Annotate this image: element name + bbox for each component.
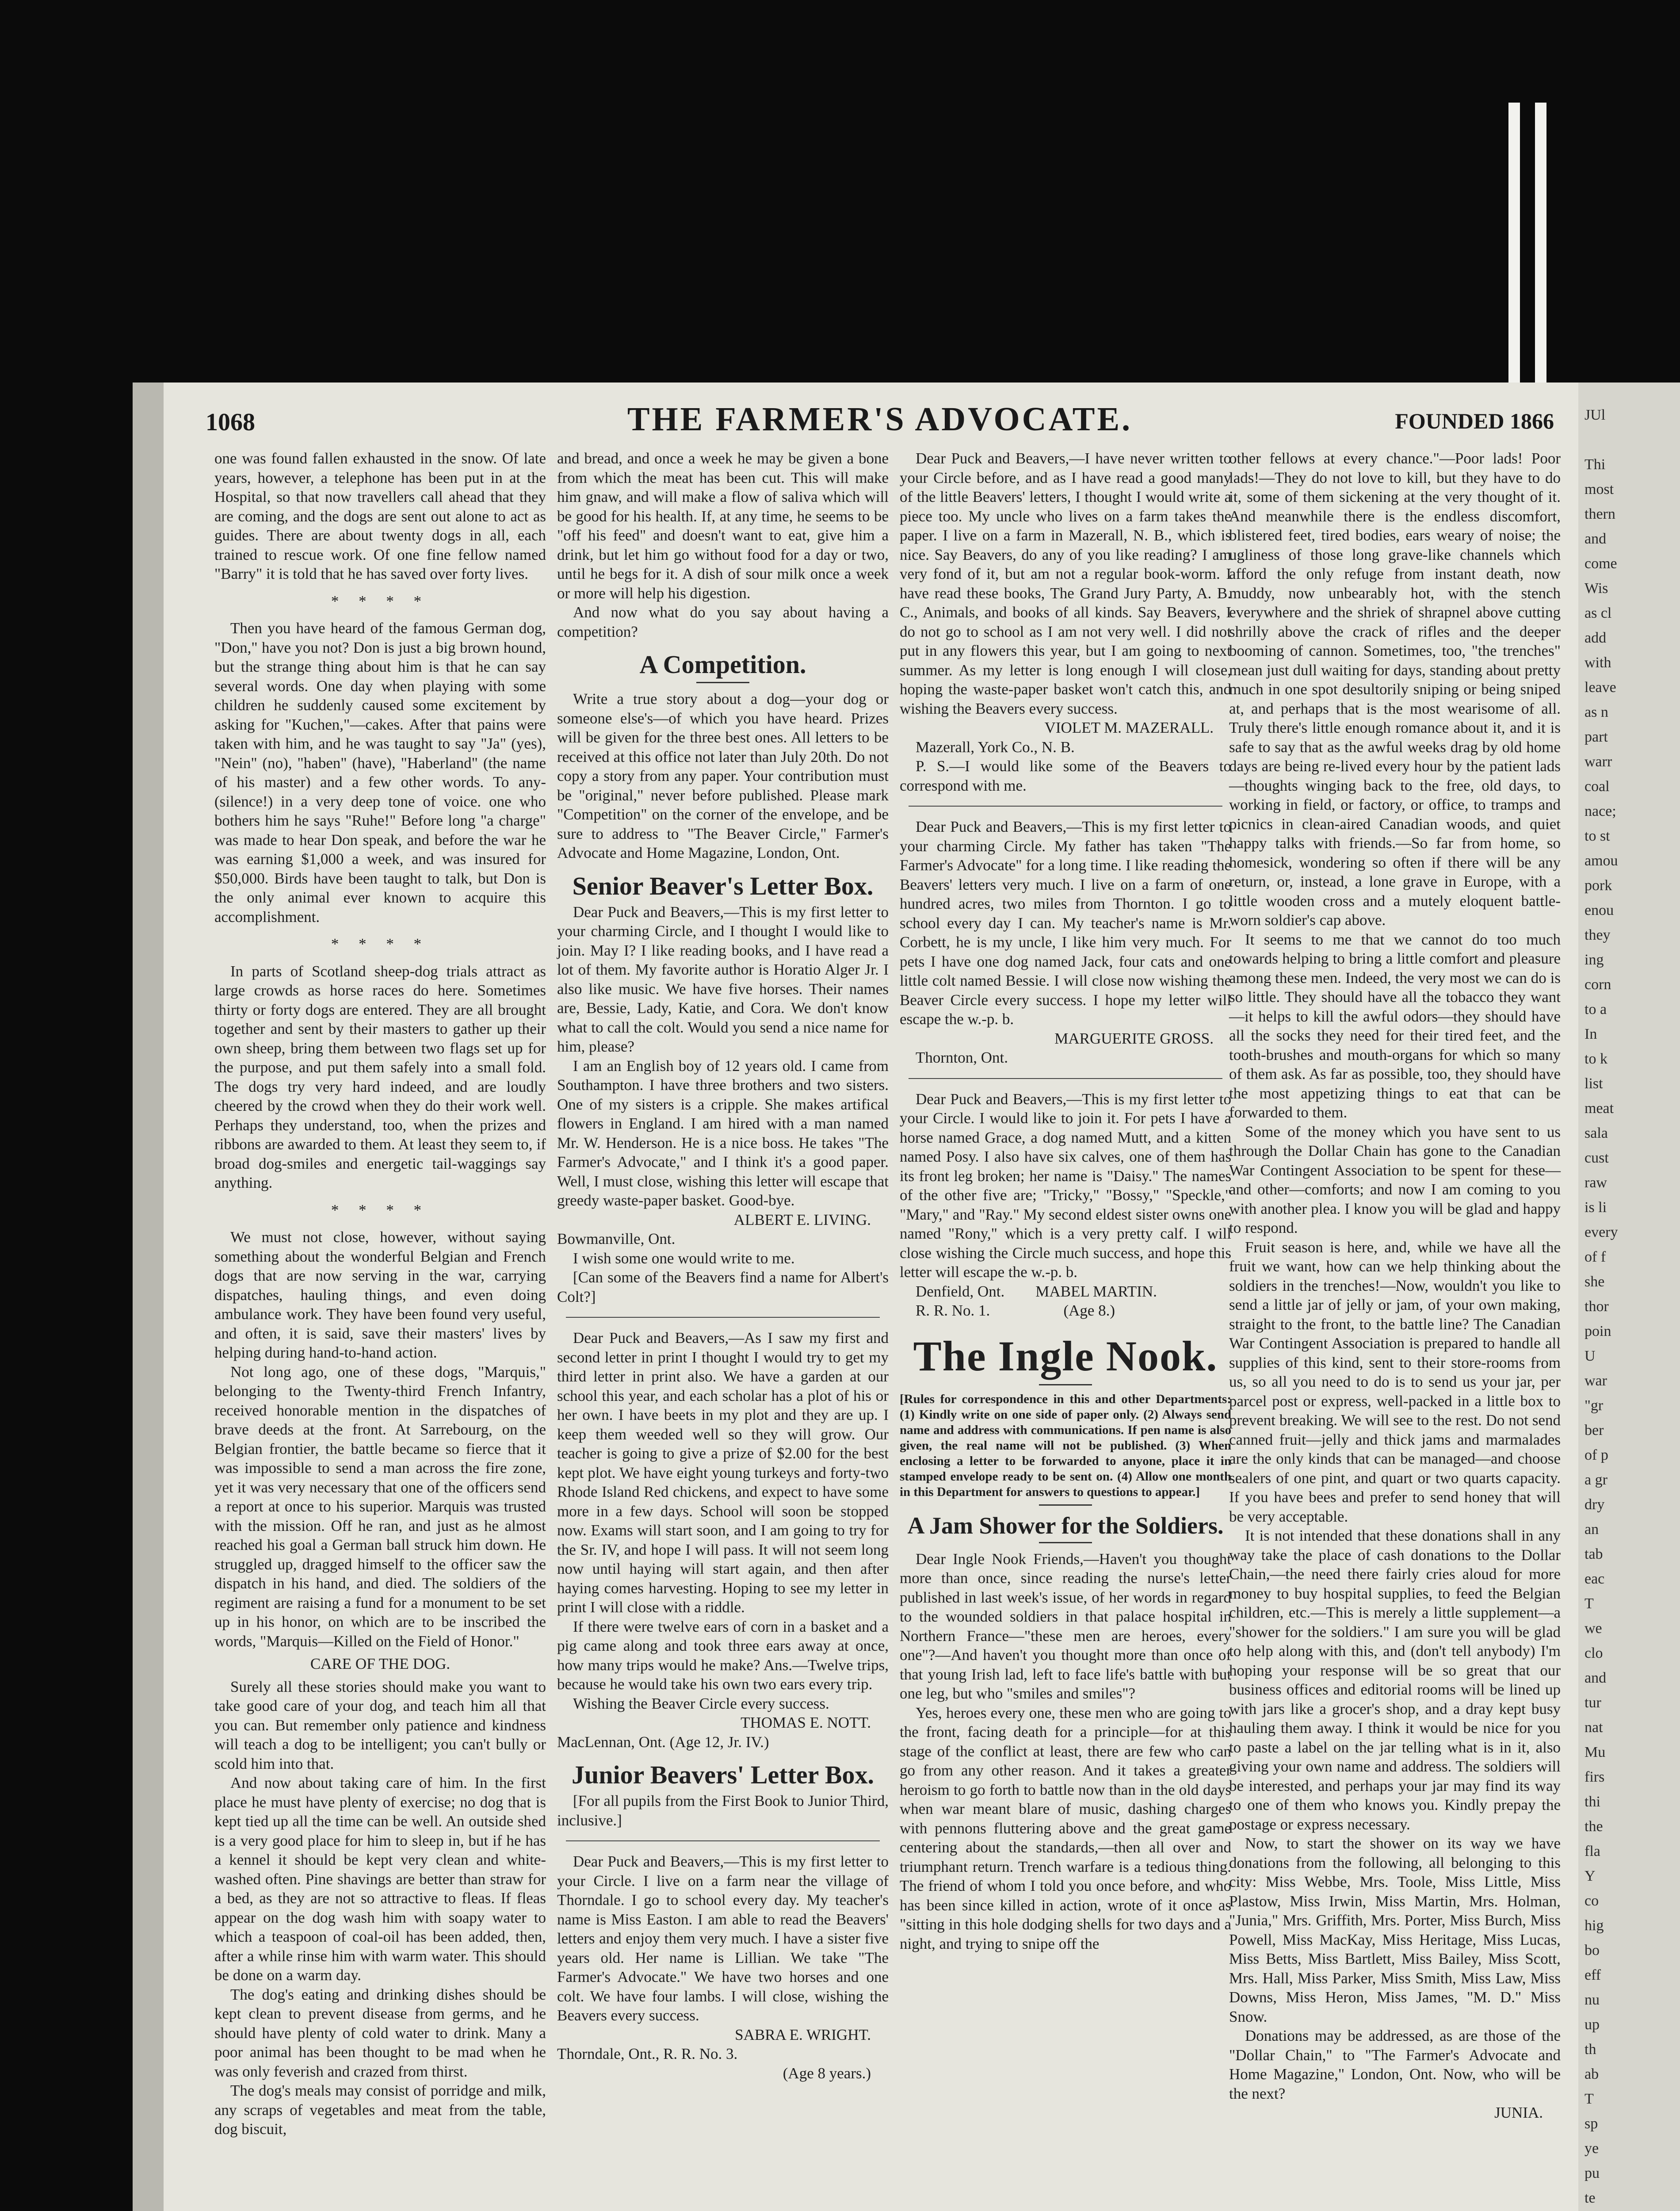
paragraph: It seems to me that we cannot do too much towards helping to bring a little comfort and pleasure among these men. Indeed, the very most we can do is so little. They should have all the tobacco they want—it helps to kill the awful odors—they should have all the socks they need for their tired feet, and the tooth-brushes and mouth-organs for which so many of them ask. As far as possible, too, they should have the most appetizing things to eat that can be forwarded to them. bbox=[1229, 930, 1561, 1121]
paragraph: It is not intended that these donations shall in any way take the place of cash donations to the Dollar Chain,—the need there fairly cries aloud for more money to buy hospital supplies, to feed the Belgian children, etc.—This is merely a little supplement—a "shower for the soldiers." I am sure you will be glad to help along with this, and (don't tell anybody) I'm hoping your response will be so great that our business offices and editorial rooms will be lined up with jars like a grocer's shop, and a dray kept busy hauling them away. I think it would be nice for you to paste a label on the jar telling what is in it, also giving your own name and address. The soldiers will be interested, and perhaps your jar may find its way to one of them who knows you. Kindly prepay the postage or express necessary. bbox=[1229, 1527, 1561, 1833]
letter-paragraph: If there were twelve ears of corn in a basket and a pig came along and took three ears away at once, how many trips would he make? Ans.—Twelve trips, because he would take his own two ears every trip. bbox=[557, 1618, 889, 1693]
facing-page-text-fragment: they bbox=[1585, 927, 1611, 943]
founded-line: FOUNDED 1866 bbox=[1395, 409, 1554, 433]
facing-page-text-fragment: eac bbox=[1585, 1571, 1605, 1587]
facing-page-text-fragment: coal bbox=[1585, 778, 1610, 795]
facing-page-text-fragment: list bbox=[1585, 1075, 1603, 1092]
paragraph: Not long ago, one of these dogs, "Marquis," belonging to the Twenty-third French Infantry, received honorable mention in the dispatches of brave deeds at the front. At Sarrebourg, on the Belgian frontier, the battle became so fierce that it was impossible to send a man across the fire zone, yet it was very necessary that one of the officers send a report at once to his superior. Marquis was trusted with the mission. Off he ran, and just as he almost reached his goal a German ball struck him down. He struggled up, dragged himself to the officer saw the dispatch in his hand, and died. The soldiers of the regiment are raising a fund for a monument to be set up in his honor, on which are to be inscribed the words, "Marquis—Killed on the Field of Honor." bbox=[214, 1363, 546, 1650]
facing-page-text-fragment: ing bbox=[1585, 952, 1604, 968]
correspondence-rules: [Rules for correspondence in this and other Departments: (1) Kindly write on one side of paper only. (2) Always send name and address with communications. If pen name is also given, the real name will not be published. (3) When enclosing a letter to be forwarded to anyone, place it in stamped envelope ready to be sent on. (4) Allow one month in this Department for answers to questions to appear.] bbox=[900, 1392, 1231, 1499]
section-divider-stars: * * * * bbox=[331, 1201, 430, 1219]
letter-paragraph: Dear Puck and Beavers,—This is my first letter to your Circle. I would like to join it. For pets I have a horse named Grace, a dog named Mutt, and a kitten named Posy. I also have six calves, one of them has its front leg broken; her name is "Daisy." The names of the other five are; "Tricky," "Bossy," "Speckle," "Mary," and "Ray." My second eldest sister owns one named "Rony," which is a very pretty calf. I will close wishing the Circle much success, and hope this letter will escape the w.-p. b. bbox=[900, 1090, 1231, 1281]
heading-rule bbox=[1039, 1542, 1092, 1543]
heading-the-ingle-nook: The Ingle Nook. bbox=[913, 1332, 1218, 1380]
paragraph: Write a true story about a dog—your dog or someone else's—of which you have heard. Prizes will be given for the three best ones. All letters to be received at this office not later than July 20th. Do not copy a story from any paper. Your contribution must be "original," never before published. Please mark "Competition" on the corner of the envelope, and be sure to address to "The Beaver Circle," Farmer's Advocate and Home Magazine, London, Ont. bbox=[557, 690, 889, 861]
page-gutter-shadow bbox=[133, 383, 164, 2211]
facing-page-text-fragment: "gr bbox=[1585, 1397, 1604, 1414]
facing-page-text-fragment: th bbox=[1585, 2041, 1596, 2058]
facing-page-text-fragment: to a bbox=[1585, 1001, 1607, 1018]
facing-page-text-fragment: and bbox=[1585, 1670, 1607, 1686]
facing-page-text-fragment: Wis bbox=[1585, 580, 1608, 597]
film-edge-mark-top-1 bbox=[1508, 103, 1520, 394]
facing-page-text-fragment: hig bbox=[1585, 1917, 1604, 1934]
facing-page-text-fragment: raw bbox=[1585, 1174, 1607, 1191]
facing-page-text-fragment: ab bbox=[1585, 2066, 1599, 2082]
facing-page-text-fragment: clo bbox=[1585, 1645, 1603, 1661]
paragraph: one was found fallen exhausted in the snow. Of late years, however, a telephone has been put in at the Hospital, so that now travellers call ahead that they are coming, and the dogs are sent out alone to act as guides. There are about twenty dogs in all, each trained to rescue work. Of one fine fellow named "Barry" it is told that he has saved over forty lives. bbox=[214, 450, 546, 582]
facing-page-text-fragment: tur bbox=[1585, 1695, 1601, 1711]
heading-senior-beavers-letter-box: Senior Beaver's Letter Box. bbox=[572, 871, 874, 900]
facing-page-text-fragment: pu bbox=[1585, 2165, 1600, 2181]
paragraph: Fruit season is here, and, while we have all the fruit we want, how can we help thinking about the soldiers in the trenches!—Now, wouldn't you like to send a little jar of jelly or jam, of your own making, straight to the front, to the battle line? The Canadian War Contingent Association is prepared to handle all supplies of this kind, sent to their store-rooms from us, so all you need to do is to send us your jar, per parcel post or express, well-packed in a little box to prevent breaking. We will see to the rest. Do not send canned fruit—jelly and thick jams and marmalades are the only kinds that can be managed—and choose sealers of one pint, and quart or two quarts capacity. If you have bees and prefer to send honey that will be very acceptable. bbox=[1229, 1238, 1561, 1525]
letter-divider bbox=[909, 806, 1222, 807]
facing-page-edge bbox=[1578, 383, 1680, 2211]
film-edge-mark-top-2 bbox=[1535, 103, 1546, 394]
facing-page-text-fragment: up bbox=[1585, 2016, 1600, 2033]
letter-divider bbox=[909, 1078, 1222, 1079]
letter-signature: ALBERT E. LIVING. bbox=[733, 1211, 871, 1228]
column-3 bbox=[900, 449, 1231, 1953]
paragraph: Then you have heard of the famous German dog, "Don," have you not? Don is just a big brown hound, but the strange thing about him is that he can say several words. One day when playing with some children he suddenly caused some excitement by asking for "Kuchen,"—cakes. After that pains were taken with him, and he was taught to say "Ja" (yes), "Nein" (no), "haben" (have), "Haberland" (the name of his master) and a few other words. To any-(silence!) in a very deep tone of voice. one who bothers him he says "Ruhe!" Before long "a charge" was made to hear Don speak, and before the war he was earning $1,000 a week, and was insured for $50,000. Birds have been taught to talk, but Don is the only animal ever known to acquire this accomplishment. bbox=[214, 620, 546, 926]
facing-page-text-fragment: nu bbox=[1585, 1992, 1600, 2008]
column-signature: JUNIA. bbox=[1494, 2104, 1543, 2121]
facing-page-text-fragment: cust bbox=[1585, 1150, 1609, 1166]
facing-page-text-fragment: Thi bbox=[1585, 456, 1606, 473]
letter-divider bbox=[566, 1840, 880, 1841]
facing-page-text-fragment: co bbox=[1585, 1893, 1599, 1909]
facing-page-text-fragment: pork bbox=[1585, 877, 1612, 894]
paragraph: And now about taking care of him. In the first place he must have plenty of exercise; no dog that is kept tied up all the time can be well. An outside shed is a very good place for him to sleep in, but if he has a kennel it should be kept very clean and white-washed often. Pine shavings are better than straw for a bed, as they are not so attractive to fleas. If fleas appear on the dog wash him with soapy water to which a teaspoon of coal-oil has been added, then, after a while rinse him with warm water. This should be done on a warm day. bbox=[214, 1774, 546, 1984]
facing-page-text-fragment: of f bbox=[1585, 1249, 1606, 1265]
facing-page-text-fragment: sala bbox=[1585, 1125, 1608, 1141]
section-divider-stars: * * * * bbox=[331, 935, 430, 952]
letter-location: Thornton, Ont. bbox=[916, 1049, 1008, 1066]
facing-page-text-fragment: fla bbox=[1585, 1843, 1600, 1859]
letter-paragraph: Dear Puck and Beavers,—I have never written to your Circle before, and as I have read a good many of the little Beavers' letters, I thought I would write a piece too. My uncle who lives on a farm takes the paper. I live on a farm in Mazerall, N. B., which is nice. Say Beavers, do any of you like reading? I am very fond of it, but am not a regular book-worm. I have read these books, The Grand Jury Party, A. B. C., Animals, and books of all kinds. Say Beavers, I do not go to school as I am not very well. I did not put in any flowers this year, but I am going to next summer. As my letter is long enough I will close, hoping the waste-paper basket won't catch this, and wishing the Beavers every success. bbox=[900, 450, 1231, 717]
letter-signature-line: R. R. No. 1. (Age 8.) bbox=[916, 1302, 1115, 1319]
facing-page-text-fragment: nace; bbox=[1585, 803, 1616, 819]
facing-page-text-fragment: Mu bbox=[1585, 1744, 1606, 1760]
facing-page-text-fragment: meat bbox=[1585, 1100, 1614, 1117]
heading-junior-beavers-letter-box: Junior Beavers' Letter Box. bbox=[571, 1760, 874, 1789]
letter-location: Mazerall, York Co., N. B. bbox=[916, 738, 1075, 756]
facing-page-text-fragment: amou bbox=[1585, 853, 1618, 869]
letter-signature: VIOLET M. MAZERALL. bbox=[1044, 719, 1214, 736]
letter-signature: MARGUERITE GROSS. bbox=[1054, 1029, 1214, 1047]
facing-page-text-fragment: eff bbox=[1585, 1967, 1601, 1983]
heading-rule bbox=[696, 682, 749, 683]
paragraph: Some of the money which you have sent to us through the Dollar Chain has gone to the Canadian War Contingent Association to be spent for these—and other—comforts; and now I am coming to you with another plea. I know you will be glad and happy to respond. bbox=[1229, 1123, 1561, 1236]
facing-page-text-fragment: Y bbox=[1585, 1868, 1596, 1884]
paragraph: Surely all these stories should make you want to take good care of your dog, and teach him all that you can. But remember only patience and kindness will teach a dog to be intelligent; you can't bully or scold him into that. bbox=[214, 1678, 546, 1772]
column-4 bbox=[1229, 449, 1561, 2123]
paragraph: and bread, and once a week he may be given a bone from which the meat has been cut. This will make him gnaw, and will make a flow of saliva which will be good for his health. If, at any time, he seems to be "off his feed" and doesn't want to eat, give him a drink, but let him go without food for a day or two, until he begs for it. A dish of sour milk once a week or more will help his digestion. bbox=[557, 450, 889, 602]
letter-paragraph: Dear Puck and Beavers,—This is my first letter to your Circle. I live on a farm near the village of Thorndale. I go to school every day. My teacher's name is Miss Easton. I am able to read the Beavers' letters and enjoy them very much. I have a sister five years old. Her name is Lillian. We take "The Farmer's Advocate." We have two horses and one colt. We have four lambs. I will close, wishing the Beavers every success. bbox=[557, 1853, 889, 2024]
facing-page-text-fragment: with bbox=[1585, 654, 1611, 671]
letter-location: MacLennan, Ont. (Age 12, Jr. IV.) bbox=[557, 1733, 769, 1751]
letter-paragraph: Wishing the Beaver Circle every success. bbox=[573, 1695, 829, 1712]
facing-page-text-fragment: an bbox=[1585, 1521, 1599, 1538]
facing-page-text-fragment: a gr bbox=[1585, 1472, 1607, 1488]
letter-divider bbox=[566, 1317, 880, 1318]
paragraph: Now, to start the shower on its way we have donations from the following, all belonging to this city: Miss Webbe, Mrs. Toole, Miss Little, Miss Plastow, Miss Irwin, Miss Martin, Mrs. Holman, "Junia," Mrs. Griffith, Mrs. Porter, Miss Burch, Miss Powell, Miss MacKay, Miss Heritage, Miss Lucas, Miss Betts, Miss Bartlett, Miss Bailey, Miss Scott, Mrs. Hall, Miss Parker, Miss Smith, Miss Law, Miss Downs, Miss Heron, Miss James, "M. D." Miss Snow. bbox=[1229, 1835, 1561, 2025]
letter-paragraph: I am an English boy of 12 years old. I came from Southampton. I have three brothers and two sisters. One of my sisters is a cripple. She makes artifical flowers in England. I am hired with a man named Mr. W. Henderson. He is a nice boss. He takes "The Farmer's Advocate," and I think it's a good paper. Well, I must close, wishing this letter will escape that greedy waste-paper basket. Good-bye. bbox=[557, 1057, 889, 1209]
heading-rule bbox=[1039, 1384, 1092, 1385]
facing-page-text-fragment: thi bbox=[1585, 1794, 1600, 1810]
facing-page-text-fragment: every bbox=[1585, 1224, 1618, 1240]
heading-jam-shower: A Jam Shower for the Soldiers. bbox=[907, 1512, 1224, 1539]
facing-page-text-fragment: warr bbox=[1585, 754, 1612, 770]
paragraph: We must not close, however, without saying something about the wonderful Belgian and French dogs that are now serving in the war, carrying dispatches, hauling things, and even doing ambulance work. They have been found very useful, and often, it is said, save their masters' lives by helping during hand-to-hand action. bbox=[214, 1228, 546, 1361]
facing-page-text-fragment: U bbox=[1585, 1348, 1596, 1364]
facing-page-text-fragment: tab bbox=[1585, 1546, 1603, 1562]
facing-page-text-fragment: we bbox=[1585, 1620, 1602, 1637]
letter-paragraph: Dear Puck and Beavers,—This is my first letter to your charming Circle, and I thought I would like to join. May I? I like reading books, and I have read a lot of them. My favorite author is Horatio Alger Jr. I also like music. We have five horses. Their names are, Bessie, Lady, Katie, and Cora. We don't know what to call the colt. Would you send a nice name for him, please? bbox=[557, 903, 889, 1055]
letter-paragraph: Dear Puck and Beavers,—As I saw my first and second letter in print I thought I would try to get my third letter in print also. We have a garden at our school this year, and each scholar has a plot of his or her own. I have beets in my plot and they are up. I keep them weeded well so they will grow. Our teacher is going to give a prize of $2.00 for the best kept plot. We have eight young turkeys and forty-two Rhode Island Red chickens, and expect to have some more in a few days. School will soon be stopped now. Exams will start soon, and I am going to try for the Sr. IV, and hope I will pass. It will not seem long now until haying will start again, and then after haying comes harvesting. Hoping to see my letter in print I will close with a riddle. bbox=[557, 1329, 889, 1616]
letter-signature: SABRA E. WRIGHT. bbox=[735, 2026, 871, 2043]
letter-signature-line: Denfield, Ont. MABEL MARTIN. bbox=[916, 1282, 1157, 1300]
facing-page-text-fragment: nat bbox=[1585, 1719, 1603, 1736]
facing-page-text-fragment: and bbox=[1585, 531, 1607, 547]
facing-page-text-fragment: to k bbox=[1585, 1051, 1607, 1067]
facing-page-text-fragment: bo bbox=[1585, 1942, 1600, 1959]
heading-rule bbox=[1039, 1504, 1092, 1506]
masthead: THE FARMER'S ADVOCATE. bbox=[627, 401, 1133, 438]
column-2 bbox=[557, 449, 889, 2083]
letter-signature: THOMAS E. NOTT. bbox=[741, 1714, 871, 1731]
facing-page-text-fragment: JUl bbox=[1585, 407, 1606, 423]
facing-page-text-fragment: to st bbox=[1585, 828, 1610, 844]
facing-page-text-fragment: T bbox=[1585, 1595, 1594, 1612]
facing-page-text-fragment: thern bbox=[1585, 506, 1615, 522]
facing-page-text-fragment: of p bbox=[1585, 1447, 1608, 1463]
facing-page-text-fragment: firs bbox=[1585, 1769, 1605, 1785]
editor-note: [Can some of the Beavers find a name for Albert's Colt?] bbox=[557, 1269, 889, 1305]
paragraph: Donations may be addressed, as are those of the "Dollar Chain," to "The Farmer's Advocate and Home Magazine," London, Ont. Now, who will be the next? bbox=[1229, 2027, 1561, 2102]
letter-location: Thorndale, Ont., R. R. No. 3. bbox=[557, 2045, 738, 2062]
paragraph: The dog's eating and drinking dishes should be kept clean to prevent disease from germs, and he should have plenty of cold water to drink. Many a poor animal has been thought to be mad when he was only feverish and crazed from thirst. bbox=[214, 1985, 546, 2080]
paragraph: The dog's meals may consist of porridge and milk, any scraps of vegetables and meat from the table, dog biscuit, bbox=[214, 2082, 546, 2138]
column-1 bbox=[214, 449, 546, 2139]
facing-page-text-fragment: add bbox=[1585, 630, 1607, 646]
facing-page-text-fragment: dry bbox=[1585, 1496, 1605, 1513]
facing-page-text-fragment: In bbox=[1585, 1026, 1597, 1042]
facing-page-text-fragment: ber bbox=[1585, 1422, 1604, 1438]
letter-paragraph: I wish some one would write to me. bbox=[573, 1249, 795, 1267]
heading-a-competition: A Competition. bbox=[639, 650, 806, 679]
facing-page-text-fragment: poin bbox=[1585, 1323, 1611, 1339]
facing-page-text-fragment: T bbox=[1585, 2091, 1594, 2107]
letter-location: Bowmanville, Ont. bbox=[557, 1230, 676, 1247]
facing-page-text-fragment: is li bbox=[1585, 1199, 1607, 1216]
facing-page-text-fragment: te bbox=[1585, 2190, 1596, 2206]
letter-postscript: P. S.—I would like some of the Beavers to correspond with me. bbox=[900, 757, 1231, 794]
facing-page-text-fragment: most bbox=[1585, 481, 1614, 497]
paragraph: Dear Ingle Nook Friends,—Haven't you thought more than once, since reading the nurse's letter published in last week's issue, of her words in regard to the wounded soldiers in that palace hospital in Northern France—"these men are heroes, every one"?—And haven't you thought more than once of that young Irish lad, left to face life's battle with but one leg, but who "smiles and smiles"? bbox=[900, 1550, 1231, 1702]
section-note: [For all pupils from the First Book to Junior Third, inclusive.] bbox=[557, 1792, 889, 1829]
subheading-care-of-dog: CARE OF THE DOG. bbox=[310, 1655, 451, 1672]
section-divider-stars: * * * * bbox=[331, 592, 430, 610]
paragraph: Yes, heroes every one, these men who are going to the front, facing death for a principle—for at this stage of the conflict at least, there are few who can go from any other reason. And it takes a greater heroism to go forth to battle now than in the old days when war meant blare of music, dashing charges with pennons fluttering above and the great game centering about the standards,—then all over and triumphant return. Trench warfare is a tedious thing. The friend of whom I told you once before, and who has been since killed in action, wrote of it once as "sitting in this hole dodging shells for two days and a night, and trying to snipe off the bbox=[900, 1704, 1231, 1952]
facing-page-text-fragment: war bbox=[1585, 1373, 1607, 1389]
facing-page-text-fragment: leave bbox=[1585, 679, 1616, 696]
page-header bbox=[206, 400, 1554, 440]
paragraph: In parts of Scotland sheep-dog trials attract as large crowds as horse races do here. Sometimes thirty or forty dogs are entered. They are all brought together and sent by their masters to gather up their own sheep, bring them between two flags set up for the purpose, and put them safely into a small fold. The dogs try very hard indeed, and are loudly cheered by the crowd when they do their work well. Perhaps they understand, too, when the prizes and ribbons are awarded to them. At least they seem to, if broad dog-smiles and energetic tail-waggings say anything. bbox=[214, 962, 546, 1191]
facing-page-text-fragment: thor bbox=[1585, 1298, 1609, 1315]
paragraph: other fellows at every chance."—Poor lads! Poor lads!—They do not love to kill, but they have to do it, some of them sickening at the very thought of it. And meanwhile there is the endless discomfort, blistered feet, tired bodies, ears weary of noise; the ugliness of those long grave-like channels which afford the only refuge from instant death, now muddy, now unbearably hot, with the stench everywhere and the shriek of shrapnel above cutting shrilly above the crack of rifles and the deeper booming of cannon. Sometimes, too, "the trenches" mean just dull waiting for days, standing about pretty much in one spot desultorily sniping or being sniped at, and perhaps that is the most wearisome of all. Truly there's little enough romance about it, and it is safe to say that as the awful weeks drag by old home days are being re-lived every hour by the patient lads—thoughts winging back to the free, old days, to working in field, or factory, or office, to tramps and picnics in clean-aired Canadian woods, and quiet happy talks with friends.—So far from home, so homesick, wondering so often if there will be any return, or, instead, a lone grave in Europe, with a little wooden cross and a mutely eloquent battle-worn soldier's cap above. bbox=[1229, 450, 1561, 929]
facing-page-text-fragment: come bbox=[1585, 555, 1617, 572]
facing-page-text-fragment: enou bbox=[1585, 902, 1614, 918]
letter-age: (Age 8 years.) bbox=[783, 2064, 871, 2082]
facing-page-text-fragment: sp bbox=[1585, 2115, 1598, 2132]
facing-page-text-fragment: she bbox=[1585, 1274, 1605, 1290]
facing-page-text-fragment: as n bbox=[1585, 704, 1608, 720]
facing-page-text-fragment: corn bbox=[1585, 976, 1611, 993]
facing-page-text-fragment: part bbox=[1585, 729, 1608, 745]
page-number: 1068 bbox=[206, 409, 255, 436]
paragraph: And now what do you say about having a competition? bbox=[557, 604, 889, 640]
newspaper-page bbox=[133, 383, 1578, 2211]
facing-page-text-fragment: the bbox=[1585, 1818, 1603, 1835]
letter-paragraph: Dear Puck and Beavers,—This is my first letter to your charming Circle. My father has taken "The Farmer's Advocate" for a long time. I like reading the Beavers' letters very much. I live on a farm of one hundred acres, two miles from Thornton. I go to school every day I can. My teacher's name is Mr. Corbett, he is my uncle, I like him very much. For pets I have one dog named Jack, four cats and one little colt named Bessie. I will close now wishing the Beaver Circle every success. I hope my letter will escape the w.-p. b. bbox=[900, 818, 1231, 1028]
facing-page-text-fragment: as cl bbox=[1585, 605, 1612, 621]
facing-page-text-fragment: ye bbox=[1585, 2140, 1599, 2157]
